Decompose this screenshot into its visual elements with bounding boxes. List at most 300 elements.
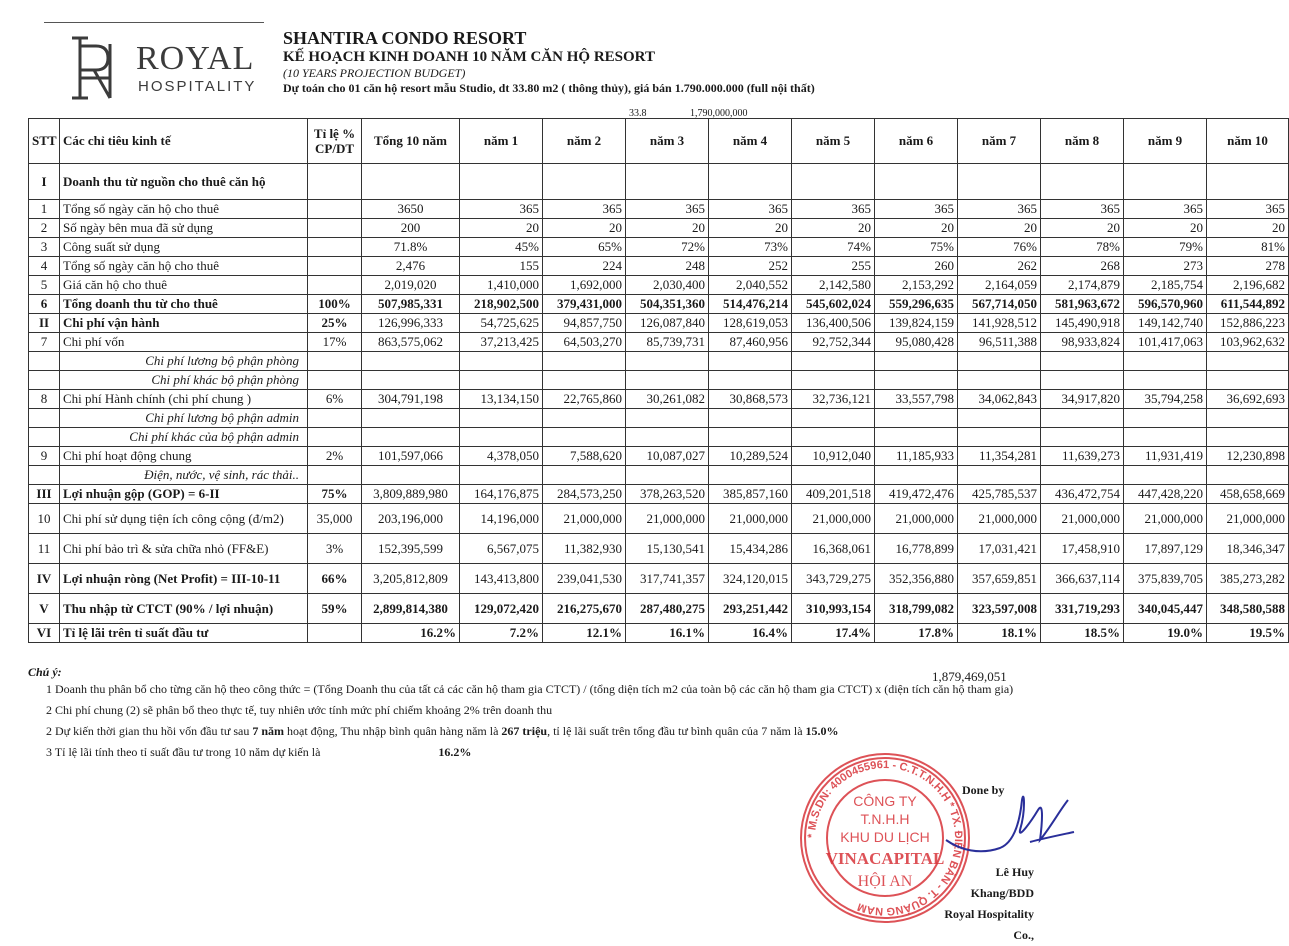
note-3-part: , tỉ lệ lãi suất trên tổng đầu tư bình quân của 7 năm là bbox=[547, 724, 806, 738]
signer-company: Royal Hospitality Co., bbox=[944, 907, 1034, 942]
row-rate bbox=[308, 466, 362, 485]
row-year-value: 343,729,275 bbox=[792, 564, 875, 594]
row-stt: 6 bbox=[29, 295, 60, 314]
row-year-value: 385,857,160 bbox=[709, 485, 792, 504]
row-year-value bbox=[626, 352, 709, 371]
row-stt: 11 bbox=[29, 534, 60, 564]
row-year-value bbox=[543, 409, 626, 428]
table-row bbox=[29, 624, 1289, 643]
svg-text:VINACAPITAL: VINACAPITAL bbox=[825, 849, 945, 868]
table-row bbox=[29, 409, 1289, 428]
row-year-value: 96,511,388 bbox=[958, 333, 1041, 352]
row-year-value: 1,410,000 bbox=[460, 276, 543, 295]
row-year-value: 20 bbox=[626, 219, 709, 238]
row-year-value bbox=[543, 352, 626, 371]
row-year-value: 17,031,421 bbox=[958, 534, 1041, 564]
row-year-value: 365 bbox=[460, 200, 543, 219]
row-year-value bbox=[460, 409, 543, 428]
row-year-value: 87,460,956 bbox=[709, 333, 792, 352]
table-row bbox=[29, 371, 1289, 390]
row-year-value bbox=[626, 371, 709, 390]
row-year-value bbox=[1124, 352, 1207, 371]
document-title: SHANTIRA CONDO RESORT bbox=[283, 28, 527, 48]
row-year-value bbox=[875, 164, 958, 200]
row-year-value: 12,230,898 bbox=[1207, 447, 1289, 466]
row-stt: 3 bbox=[29, 238, 60, 257]
column-header: Các chỉ tiêu kinh tế bbox=[60, 119, 308, 164]
row-year-value: 7.2% bbox=[460, 624, 543, 643]
row-year-value: 11,931,419 bbox=[1124, 447, 1207, 466]
row-year-value bbox=[460, 428, 543, 447]
row-year-value bbox=[709, 371, 792, 390]
row-year-value: 34,062,843 bbox=[958, 390, 1041, 409]
row-stt: IV bbox=[29, 564, 60, 594]
row-year-value: 149,142,740 bbox=[1124, 314, 1207, 333]
row-year-value: 365 bbox=[1124, 200, 1207, 219]
row-year-value bbox=[792, 466, 875, 485]
row-year-value bbox=[626, 409, 709, 428]
row-year-value: 365 bbox=[709, 200, 792, 219]
note-3-part: hoạt động, Thu nhập bình quân hàng năm là bbox=[284, 724, 502, 738]
row-label: Điện, nước, vệ sinh, rác thải.. bbox=[60, 466, 308, 485]
row-rate bbox=[308, 257, 362, 276]
row-year-value bbox=[875, 409, 958, 428]
done-by-label: Done by bbox=[962, 783, 1005, 797]
table-header-row bbox=[29, 119, 1289, 164]
table-row bbox=[29, 219, 1289, 238]
note-3-part: 2 Dự kiến thời gian thu hồi vốn đầu tư sau bbox=[46, 724, 253, 738]
row-stt bbox=[29, 466, 60, 485]
row-year-value bbox=[1124, 428, 1207, 447]
row-year-value bbox=[792, 409, 875, 428]
row-rate bbox=[308, 276, 362, 295]
row-label: Chi phí vận hành bbox=[60, 314, 308, 333]
row-year-value bbox=[1207, 409, 1289, 428]
price-value-note: 1,790,000,000 bbox=[690, 108, 748, 119]
row-year-value: 559,296,635 bbox=[875, 295, 958, 314]
row-year-value bbox=[1041, 352, 1124, 371]
row-year-value: 6,567,075 bbox=[460, 534, 543, 564]
row-year-value: 268 bbox=[1041, 257, 1124, 276]
row-label: Chi phí lương bộ phận phòng bbox=[60, 352, 308, 371]
row-year-value: 458,658,669 bbox=[1207, 485, 1289, 504]
document-subtitle: KẾ HOẠCH KINH DOANH 10 NĂM CĂN HỘ RESORT bbox=[283, 49, 655, 65]
row-stt bbox=[29, 428, 60, 447]
table-body bbox=[29, 164, 1289, 643]
row-year-value: 17.4% bbox=[792, 624, 875, 643]
row-year-value: 139,824,159 bbox=[875, 314, 958, 333]
row-year-value bbox=[1041, 371, 1124, 390]
row-year-value: 20 bbox=[958, 219, 1041, 238]
row-year-value: 20 bbox=[875, 219, 958, 238]
row-year-value bbox=[709, 409, 792, 428]
row-year-value: 35,794,258 bbox=[1124, 390, 1207, 409]
column-header: năm 8 bbox=[1041, 119, 1124, 164]
row-year-value bbox=[543, 466, 626, 485]
row-year-value: 155 bbox=[460, 257, 543, 276]
row-year-value: 15,434,286 bbox=[709, 534, 792, 564]
row-year-value bbox=[958, 164, 1041, 200]
row-label: Lợi nhuận gộp (GOP) = 6-II bbox=[60, 485, 308, 504]
document-subtitle-en: (10 YEARS PROJECTION BUDGET) bbox=[283, 66, 466, 80]
row-year-value: 365 bbox=[875, 200, 958, 219]
row-rate bbox=[308, 238, 362, 257]
row-year-value: 365 bbox=[626, 200, 709, 219]
svg-text:CÔNG TY: CÔNG TY bbox=[853, 793, 917, 809]
logo-hospitality-text: HOSPITALITY bbox=[138, 78, 257, 95]
row-stt: 5 bbox=[29, 276, 60, 295]
row-rate bbox=[308, 371, 362, 390]
row-year-value: 21,000,000 bbox=[1124, 504, 1207, 534]
row-year-value: 357,659,851 bbox=[958, 564, 1041, 594]
row-year-value: 385,273,282 bbox=[1207, 564, 1289, 594]
row-year-value: 273 bbox=[1124, 257, 1207, 276]
row-year-value: 11,185,933 bbox=[875, 447, 958, 466]
note-2: 2 Chi phí chung (2) sẽ phân bổ theo thực tế, tuy nhiên ước tính mức phí chiếm khoảng 2% trên doanh thu bbox=[46, 703, 553, 717]
row-year-value: 141,928,512 bbox=[958, 314, 1041, 333]
row-year-value bbox=[875, 371, 958, 390]
table-row bbox=[29, 466, 1289, 485]
row-year-value: 22,765,860 bbox=[543, 390, 626, 409]
row-year-value: 78% bbox=[1041, 238, 1124, 257]
row-year-value: 10,087,027 bbox=[626, 447, 709, 466]
row-year-value bbox=[958, 466, 1041, 485]
table-row bbox=[29, 447, 1289, 466]
row-total-10y bbox=[362, 371, 460, 390]
column-header: năm 3 bbox=[626, 119, 709, 164]
column-header: Tổng 10 năm bbox=[362, 119, 460, 164]
note-3 bbox=[28, 721, 1013, 742]
row-label: Chi phí Hành chính (chi phí chung ) bbox=[60, 390, 308, 409]
column-header: năm 4 bbox=[709, 119, 792, 164]
row-year-value bbox=[626, 428, 709, 447]
row-label: Tổng số ngày căn hộ cho thuê bbox=[60, 257, 308, 276]
row-total-10y: 152,395,599 bbox=[362, 534, 460, 564]
row-year-value: 21,000,000 bbox=[875, 504, 958, 534]
row-year-value: 293,251,442 bbox=[709, 594, 792, 624]
row-year-value bbox=[958, 371, 1041, 390]
note-3-income: 267 triệu bbox=[501, 724, 548, 738]
row-year-value: 17,458,910 bbox=[1041, 534, 1124, 564]
row-year-value: 81% bbox=[1207, 238, 1289, 257]
row-total-10y bbox=[362, 428, 460, 447]
row-year-value: 20 bbox=[709, 219, 792, 238]
logo-divider bbox=[44, 22, 264, 23]
column-header: năm 10 bbox=[1207, 119, 1289, 164]
row-label: Tỉ lệ lãi trên tỉ suất đầu tư bbox=[60, 624, 308, 643]
row-total-10y: 200 bbox=[362, 219, 460, 238]
row-year-value: 18.5% bbox=[1041, 624, 1124, 643]
row-year-value: 248 bbox=[626, 257, 709, 276]
row-year-value: 504,351,360 bbox=[626, 295, 709, 314]
row-year-value: 581,963,672 bbox=[1041, 295, 1124, 314]
row-year-value bbox=[1124, 371, 1207, 390]
row-total-10y: 71.8% bbox=[362, 238, 460, 257]
row-year-value: 2,174,879 bbox=[1041, 276, 1124, 295]
row-year-value bbox=[875, 466, 958, 485]
row-year-value: 331,719,293 bbox=[1041, 594, 1124, 624]
column-header: năm 2 bbox=[543, 119, 626, 164]
row-year-value: 365 bbox=[1207, 200, 1289, 219]
notes-label: Chú ý: bbox=[28, 665, 62, 679]
row-year-value: 20 bbox=[1124, 219, 1207, 238]
signer-block bbox=[940, 862, 1034, 946]
row-year-value: 30,868,573 bbox=[709, 390, 792, 409]
row-year-value bbox=[958, 428, 1041, 447]
row-total-10y: 2,476 bbox=[362, 257, 460, 276]
row-stt: V bbox=[29, 594, 60, 624]
table-row bbox=[29, 295, 1289, 314]
row-stt: 8 bbox=[29, 390, 60, 409]
row-rate: 59% bbox=[308, 594, 362, 624]
table-row bbox=[29, 200, 1289, 219]
column-header: năm 9 bbox=[1124, 119, 1207, 164]
row-rate: 75% bbox=[308, 485, 362, 504]
row-label: Công suất sử dụng bbox=[60, 238, 308, 257]
row-year-value bbox=[709, 164, 792, 200]
row-total-10y: 2,899,814,380 bbox=[362, 594, 460, 624]
row-year-value: 278 bbox=[1207, 257, 1289, 276]
table-row bbox=[29, 564, 1289, 594]
row-year-value: 262 bbox=[958, 257, 1041, 276]
row-year-value: 287,480,275 bbox=[626, 594, 709, 624]
table-row bbox=[29, 428, 1289, 447]
row-total-10y: 2,019,020 bbox=[362, 276, 460, 295]
row-year-value: 365 bbox=[543, 200, 626, 219]
row-year-value: 252 bbox=[709, 257, 792, 276]
row-year-value: 10,289,524 bbox=[709, 447, 792, 466]
row-year-value: 1,692,000 bbox=[543, 276, 626, 295]
row-total-10y: 863,575,062 bbox=[362, 333, 460, 352]
table-row bbox=[29, 164, 1289, 200]
row-year-value bbox=[626, 164, 709, 200]
row-year-value bbox=[958, 409, 1041, 428]
row-year-value: 323,597,008 bbox=[958, 594, 1041, 624]
row-year-value bbox=[460, 352, 543, 371]
row-total-10y: 16.2% bbox=[362, 624, 460, 643]
row-year-value: 21,000,000 bbox=[958, 504, 1041, 534]
table-row bbox=[29, 594, 1289, 624]
row-year-value bbox=[1041, 409, 1124, 428]
row-year-value: 2,196,682 bbox=[1207, 276, 1289, 295]
table-row bbox=[29, 534, 1289, 564]
row-year-value bbox=[1041, 164, 1124, 200]
row-year-value bbox=[1041, 466, 1124, 485]
row-rate: 6% bbox=[308, 390, 362, 409]
row-label: Giá căn hộ cho thuê bbox=[60, 276, 308, 295]
area-value-note: 33.8 bbox=[629, 108, 647, 119]
note-1: 1 Doanh thu phân bổ cho từng căn hộ theo công thức = (Tổng Doanh thu của tất cả các căn hộ tham gia CTCT) / (tổng diện tích m2 của toàn bộ các căn hộ tham gia CTCT) x (diện tích căn hộ tham gia) bbox=[46, 682, 1014, 696]
row-year-value bbox=[543, 428, 626, 447]
handwritten-signature-icon bbox=[940, 780, 1080, 870]
row-total-10y: 3,205,812,809 bbox=[362, 564, 460, 594]
logo-royal-text: ROYAL bbox=[136, 40, 255, 77]
row-label: Thu nhập từ CTCT (90% / lợi nhuận) bbox=[60, 594, 308, 624]
row-year-value: 365 bbox=[792, 200, 875, 219]
row-rate: 100% bbox=[308, 295, 362, 314]
row-year-value: 216,275,670 bbox=[543, 594, 626, 624]
row-year-value bbox=[1124, 409, 1207, 428]
row-year-value: 379,431,000 bbox=[543, 295, 626, 314]
row-year-value bbox=[958, 352, 1041, 371]
row-year-value bbox=[1124, 164, 1207, 200]
row-year-value bbox=[792, 164, 875, 200]
row-year-value: 375,839,705 bbox=[1124, 564, 1207, 594]
row-total-10y: 203,196,000 bbox=[362, 504, 460, 534]
row-rate bbox=[308, 624, 362, 643]
row-year-value: 514,476,214 bbox=[709, 295, 792, 314]
row-label: Chi phí sử dụng tiện ích công cộng (đ/m2) bbox=[60, 504, 308, 534]
document-header bbox=[283, 28, 815, 96]
row-year-value: 2,164,059 bbox=[958, 276, 1041, 295]
row-year-value: 85,739,731 bbox=[626, 333, 709, 352]
row-rate: 35,000 bbox=[308, 504, 362, 534]
row-year-value: 596,570,960 bbox=[1124, 295, 1207, 314]
table-row bbox=[29, 390, 1289, 409]
row-year-value: 409,201,518 bbox=[792, 485, 875, 504]
row-year-value: 143,413,800 bbox=[460, 564, 543, 594]
row-total-10y bbox=[362, 466, 460, 485]
row-year-value bbox=[1124, 466, 1207, 485]
row-year-value: 79% bbox=[1124, 238, 1207, 257]
row-year-value: 16,778,899 bbox=[875, 534, 958, 564]
row-label: Số ngày bên mua đã sử dụng bbox=[60, 219, 308, 238]
row-rate bbox=[308, 200, 362, 219]
note-3-years: 7 năm bbox=[252, 724, 285, 738]
row-year-value: 37,213,425 bbox=[460, 333, 543, 352]
row-year-value: 54,725,625 bbox=[460, 314, 543, 333]
row-year-value: 16,368,061 bbox=[792, 534, 875, 564]
row-year-value: 419,472,476 bbox=[875, 485, 958, 504]
column-header: Tỉ lệ % CP/DT bbox=[308, 119, 362, 164]
row-year-value: 30,261,082 bbox=[626, 390, 709, 409]
row-year-value: 20 bbox=[1041, 219, 1124, 238]
column-header: STT bbox=[29, 119, 60, 164]
row-total-10y: 507,985,331 bbox=[362, 295, 460, 314]
row-year-value: 72% bbox=[626, 238, 709, 257]
row-year-value: 447,428,220 bbox=[1124, 485, 1207, 504]
projection-table bbox=[28, 118, 1289, 643]
row-label: Tổng doanh thu từ cho thuê bbox=[60, 295, 308, 314]
row-year-value bbox=[792, 352, 875, 371]
row-year-value: 21,000,000 bbox=[709, 504, 792, 534]
row-year-value: 101,417,063 bbox=[1124, 333, 1207, 352]
row-year-value: 11,354,281 bbox=[958, 447, 1041, 466]
document-description: Dự toán cho 01 căn hộ resort mẫu Studio, dt 33.80 m2 ( thông thủy), giá bán 1.790.000.000 (full nội thất) bbox=[283, 81, 815, 95]
row-stt: VI bbox=[29, 624, 60, 643]
row-year-value: 21,000,000 bbox=[792, 504, 875, 534]
row-year-value bbox=[460, 164, 543, 200]
row-total-10y: 3650 bbox=[362, 200, 460, 219]
row-year-value: 12.1% bbox=[543, 624, 626, 643]
row-year-value: 145,490,918 bbox=[1041, 314, 1124, 333]
row-year-value bbox=[792, 428, 875, 447]
row-year-value: 17.8% bbox=[875, 624, 958, 643]
row-year-value bbox=[709, 428, 792, 447]
row-rate bbox=[308, 219, 362, 238]
row-year-value: 255 bbox=[792, 257, 875, 276]
row-total-10y bbox=[362, 164, 460, 200]
row-year-value: 318,799,082 bbox=[875, 594, 958, 624]
row-year-value: 340,045,447 bbox=[1124, 594, 1207, 624]
row-total-10y: 126,996,333 bbox=[362, 314, 460, 333]
row-year-value: 18,346,347 bbox=[1207, 534, 1289, 564]
row-year-value bbox=[709, 352, 792, 371]
row-rate bbox=[308, 164, 362, 200]
row-stt: 4 bbox=[29, 257, 60, 276]
row-year-value: 11,382,930 bbox=[543, 534, 626, 564]
row-total-10y: 101,597,066 bbox=[362, 447, 460, 466]
row-year-value: 76% bbox=[958, 238, 1041, 257]
row-year-value bbox=[1207, 352, 1289, 371]
row-rate: 17% bbox=[308, 333, 362, 352]
row-year-value bbox=[543, 164, 626, 200]
row-year-value: 98,933,824 bbox=[1041, 333, 1124, 352]
row-year-value: 129,072,420 bbox=[460, 594, 543, 624]
row-stt: II bbox=[29, 314, 60, 333]
column-header: năm 7 bbox=[958, 119, 1041, 164]
row-label: Chi phí khác của bộ phận admin bbox=[60, 428, 308, 447]
row-label: Chi phí lương bộ phận admin bbox=[60, 409, 308, 428]
row-label: Chi phí vốn bbox=[60, 333, 308, 352]
row-year-value: 365 bbox=[1041, 200, 1124, 219]
row-year-value: 365 bbox=[958, 200, 1041, 219]
row-year-value: 74% bbox=[792, 238, 875, 257]
column-header: năm 5 bbox=[792, 119, 875, 164]
row-year-value bbox=[875, 352, 958, 371]
row-year-value bbox=[460, 466, 543, 485]
row-year-value: 2,030,400 bbox=[626, 276, 709, 295]
row-year-value: 545,602,024 bbox=[792, 295, 875, 314]
row-year-value: 36,692,693 bbox=[1207, 390, 1289, 409]
row-year-value: 239,041,530 bbox=[543, 564, 626, 594]
svg-text:T.N.H.H: T.N.H.H bbox=[860, 811, 910, 827]
row-year-value: 20 bbox=[792, 219, 875, 238]
row-year-value: 20 bbox=[543, 219, 626, 238]
row-year-value bbox=[626, 466, 709, 485]
row-stt: 7 bbox=[29, 333, 60, 352]
row-stt: 10 bbox=[29, 504, 60, 534]
row-year-value: 16.4% bbox=[709, 624, 792, 643]
row-rate: 66% bbox=[308, 564, 362, 594]
row-rate bbox=[308, 428, 362, 447]
row-year-value bbox=[1207, 164, 1289, 200]
row-total-10y bbox=[362, 409, 460, 428]
row-year-value: 126,087,840 bbox=[626, 314, 709, 333]
row-year-value bbox=[875, 428, 958, 447]
row-year-value: 366,637,114 bbox=[1041, 564, 1124, 594]
row-stt bbox=[29, 352, 60, 371]
row-year-value: 73% bbox=[709, 238, 792, 257]
row-year-value: 2,040,552 bbox=[709, 276, 792, 295]
svg-text:KHU DU LỊCH: KHU DU LỊCH bbox=[840, 829, 930, 845]
row-rate bbox=[308, 352, 362, 371]
row-year-value bbox=[1207, 466, 1289, 485]
row-total-10y: 3,809,889,980 bbox=[362, 485, 460, 504]
row-year-value: 19.0% bbox=[1124, 624, 1207, 643]
row-year-value: 425,785,537 bbox=[958, 485, 1041, 504]
row-stt bbox=[29, 409, 60, 428]
row-label: Doanh thu từ nguồn cho thuê căn hộ bbox=[60, 164, 308, 200]
row-year-value bbox=[1207, 428, 1289, 447]
note-3-rate: 15.0% bbox=[805, 724, 839, 738]
royal-hospitality-logo bbox=[44, 18, 272, 108]
row-year-value: 2,142,580 bbox=[792, 276, 875, 295]
row-label: Tổng số ngày căn hộ cho thuê bbox=[60, 200, 308, 219]
row-year-value: 218,902,500 bbox=[460, 295, 543, 314]
row-year-value: 19.5% bbox=[1207, 624, 1289, 643]
row-year-value: 10,912,040 bbox=[792, 447, 875, 466]
